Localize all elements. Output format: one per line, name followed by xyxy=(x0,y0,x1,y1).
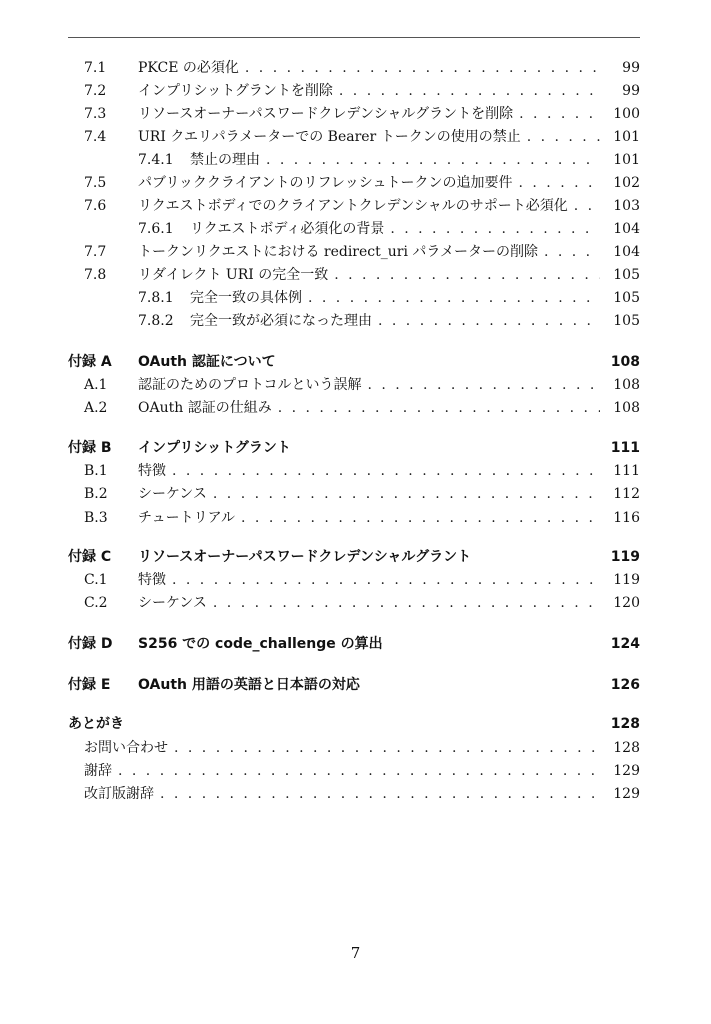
toc-chapter-entry[interactable] xyxy=(0,351,711,373)
toc-chapter-entry[interactable] xyxy=(0,437,711,459)
entry-number: B.3 xyxy=(84,510,108,526)
toc-entry[interactable] xyxy=(0,507,711,529)
toc-entry[interactable] xyxy=(0,460,711,482)
entry-number: 7.4 xyxy=(84,129,107,145)
toc-entry[interactable] xyxy=(0,310,711,332)
toc-entry[interactable] xyxy=(0,80,711,102)
entry-title: シーケンス xyxy=(138,595,207,611)
entry-title: リクエストボディ必須化の背景 xyxy=(190,221,385,237)
dot-leader xyxy=(160,783,600,805)
entry-number: A.2 xyxy=(84,400,108,416)
entry-title: 認証のためのプロトコルという誤解 xyxy=(138,377,362,393)
entry-page: 129 xyxy=(613,763,640,779)
toc-entry[interactable] xyxy=(0,195,711,217)
toc-chapter-entry[interactable] xyxy=(0,713,711,735)
entry-page: 112 xyxy=(613,486,640,502)
toc-entry[interactable] xyxy=(0,172,711,194)
entry-page: 126 xyxy=(610,677,640,693)
entry-number: C.2 xyxy=(84,595,108,611)
entry-number: 7.7 xyxy=(84,244,107,260)
dot-leader xyxy=(390,218,600,240)
entry-page: 120 xyxy=(613,595,640,611)
entry-page: 116 xyxy=(613,510,640,526)
entry-page: 101 xyxy=(613,129,640,145)
toc-entry[interactable] xyxy=(0,287,711,309)
entry-number: 7.8.2 xyxy=(138,313,174,329)
toc-entry[interactable] xyxy=(0,126,711,148)
entry-title: OAuth 用語の英語と日本語の対応 xyxy=(138,677,360,693)
entry-number: 7.8.1 xyxy=(138,290,174,306)
dot-leader xyxy=(172,569,600,591)
entry-page: 101 xyxy=(613,152,640,168)
entry-page: 99 xyxy=(622,83,640,99)
toc-entry[interactable] xyxy=(0,397,711,419)
entry-page: 111 xyxy=(613,463,640,479)
dot-leader xyxy=(308,287,600,309)
toc-chapter-entry[interactable] xyxy=(0,633,711,655)
entry-title: リソースオーナーパスワードクレデンシャルグラントを削除 xyxy=(138,106,514,122)
entry-title: 禁止の理由 xyxy=(190,152,260,168)
entry-title: PKCE の必須化 xyxy=(138,60,239,76)
header-rule xyxy=(68,37,640,38)
dot-leader xyxy=(241,507,600,529)
entry-title: パブリッククライアントのリフレッシュトークンの追加要件 xyxy=(138,175,513,191)
entry-page: 119 xyxy=(613,572,640,588)
toc-entry[interactable] xyxy=(0,264,711,286)
entry-title: トークンリクエストにおける redirect_uri パラメーターの削除 xyxy=(138,244,538,260)
toc-entry[interactable] xyxy=(0,218,711,240)
entry-page: 108 xyxy=(613,377,640,393)
entry-page: 104 xyxy=(613,244,640,260)
entry-title: 特徴 xyxy=(138,463,166,479)
toc-entry[interactable] xyxy=(0,241,711,263)
dot-leader xyxy=(378,310,600,332)
dot-leader xyxy=(519,172,601,194)
entry-number: 7.2 xyxy=(84,83,107,99)
entry-number: 付録 D xyxy=(68,636,113,652)
entry-number: 付録 C xyxy=(68,549,112,565)
dot-leader xyxy=(245,57,600,79)
entry-title: チュートリアル xyxy=(138,510,236,526)
entry-title: シーケンス xyxy=(138,486,207,502)
dot-leader xyxy=(334,264,600,286)
toc-entry[interactable] xyxy=(0,760,711,782)
dot-leader xyxy=(367,374,600,396)
entry-page: 105 xyxy=(613,313,640,329)
toc-entry[interactable] xyxy=(0,483,711,505)
dot-leader xyxy=(278,397,600,419)
entry-title: OAuth 認証の仕組み xyxy=(138,400,272,416)
entry-number: 付録 B xyxy=(68,440,112,456)
toc-entry[interactable] xyxy=(0,374,711,396)
dot-leader xyxy=(527,126,600,148)
entry-number: 7.4.1 xyxy=(138,152,174,168)
entry-number: 付録 E xyxy=(68,677,111,693)
entry-page: 102 xyxy=(613,175,640,191)
entry-page: 129 xyxy=(613,786,640,802)
dot-leader xyxy=(174,737,600,759)
entry-number: 7.6 xyxy=(84,198,107,214)
entry-number: B.2 xyxy=(84,486,108,502)
toc-entry[interactable] xyxy=(0,592,711,614)
toc-chapter-entry[interactable] xyxy=(0,546,711,568)
entry-title: リダイレクト URI の完全一致 xyxy=(138,267,329,283)
entry-number: A.1 xyxy=(84,377,108,393)
entry-title: 改訂版謝辞 xyxy=(84,786,154,802)
entry-number: 7.6.1 xyxy=(138,221,174,237)
entry-title: リクエストボディでのクライアントクレデンシャルのサポート必須化 xyxy=(138,198,568,214)
entry-page: 103 xyxy=(613,198,640,214)
entry-page: 108 xyxy=(613,400,640,416)
entry-number: 7.3 xyxy=(84,106,107,122)
toc-chapter-entry[interactable] xyxy=(0,674,711,696)
entry-title: URI クエリパラメーターでの Bearer トークンの使用の禁止 xyxy=(138,129,521,145)
entry-page: 111 xyxy=(610,440,640,456)
entry-title: 謝辞 xyxy=(84,763,112,779)
dot-leader xyxy=(213,483,600,505)
entry-number: 7.5 xyxy=(84,175,107,191)
entry-page: 108 xyxy=(610,354,640,370)
entry-page: 128 xyxy=(613,740,640,756)
entry-title: S256 での code_challenge の算出 xyxy=(138,636,383,652)
toc-entry[interactable] xyxy=(0,783,711,805)
entry-title: 特徴 xyxy=(138,572,166,588)
entry-page: 99 xyxy=(622,60,640,76)
entry-title: インプリシットグラントを削除 xyxy=(138,83,333,99)
entry-page: 128 xyxy=(610,716,640,732)
dot-leader xyxy=(574,195,600,217)
entry-number: C.1 xyxy=(84,572,108,588)
entry-number: あとがき xyxy=(68,716,124,732)
toc-entry[interactable] xyxy=(0,57,711,79)
dot-leader xyxy=(172,460,600,482)
entry-page: 105 xyxy=(613,267,640,283)
toc-entry[interactable] xyxy=(0,737,711,759)
entry-number: 付録 A xyxy=(68,354,112,370)
entry-number: B.1 xyxy=(84,463,108,479)
toc-entry[interactable] xyxy=(0,149,711,171)
entry-page: 100 xyxy=(613,106,640,122)
entry-page: 124 xyxy=(610,636,640,652)
toc-entry[interactable] xyxy=(0,103,711,125)
entry-page: 105 xyxy=(613,290,640,306)
dot-leader xyxy=(266,149,600,171)
toc-entry[interactable] xyxy=(0,569,711,591)
entry-page: 104 xyxy=(613,221,640,237)
entry-number: 7.8 xyxy=(84,267,107,283)
entry-title: インプリシットグラント xyxy=(138,440,291,456)
page-number: 7 xyxy=(350,944,361,962)
entry-number: 7.1 xyxy=(84,60,107,76)
entry-title: リソースオーナーパスワードクレデンシャルグラント xyxy=(138,549,472,565)
dot-leader xyxy=(544,241,600,263)
entry-title: 完全一致の具体例 xyxy=(190,290,302,306)
entry-title: OAuth 認証について xyxy=(138,354,276,370)
entry-title: お問い合わせ xyxy=(84,740,168,756)
entry-title: 完全一致が必須になった理由 xyxy=(190,313,372,329)
dot-leader xyxy=(213,592,600,614)
dot-leader xyxy=(118,760,600,782)
dot-leader xyxy=(339,80,600,102)
entry-page: 119 xyxy=(610,549,640,565)
dot-leader xyxy=(519,103,600,125)
